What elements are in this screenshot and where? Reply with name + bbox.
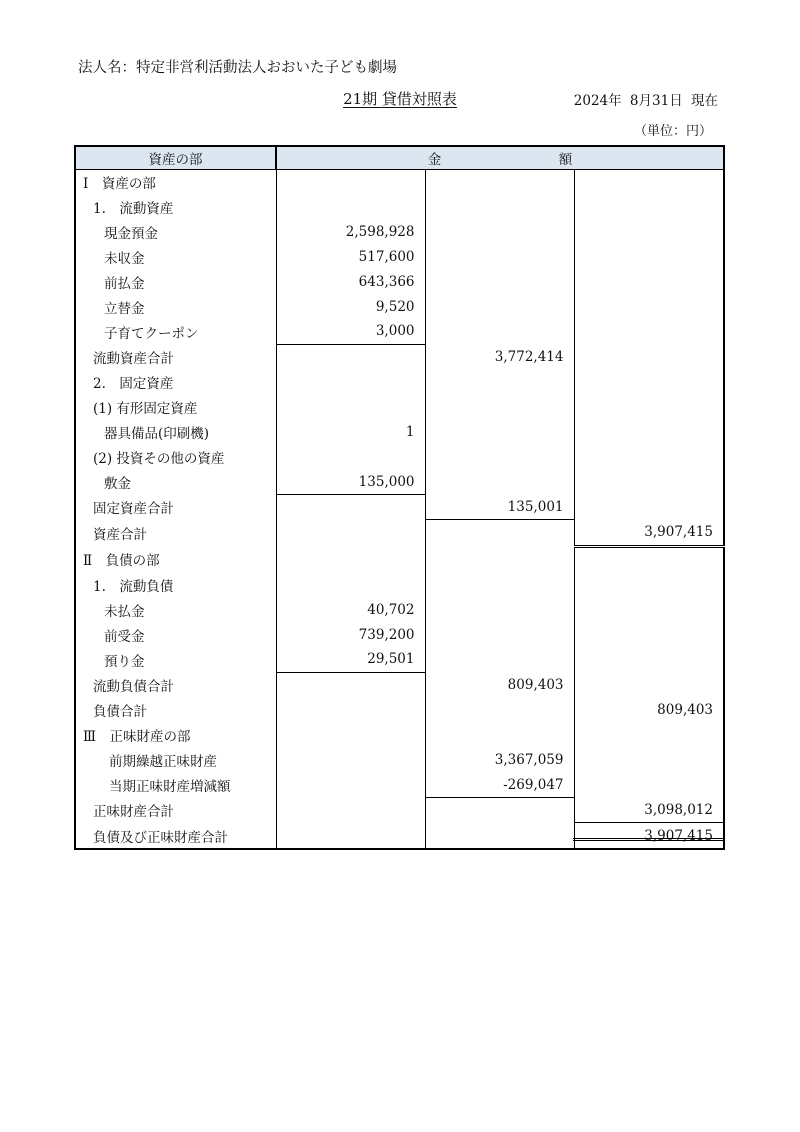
row-label: Ⅰ 資産の部 [75,170,276,195]
amount-detail [276,195,425,220]
table-row [75,546,724,572]
table-row [75,294,724,319]
table-row [75,395,724,420]
table-row [75,245,724,270]
amount-subtotal [425,294,574,319]
amount-detail [276,723,425,748]
row-label: 敷金 [75,469,276,494]
table-row [75,698,724,723]
amount-subtotal [425,245,574,270]
row-label: 前払金 [75,269,276,294]
amount-total [574,469,724,494]
amount-detail [276,170,425,195]
row-label: 流動資産合計 [75,344,276,369]
row-label: 2. 固定資産 [75,370,276,395]
table-row [75,772,724,797]
amount-subtotal: 3,772,414 [425,344,574,369]
amount-total: 809,403 [574,698,724,723]
amount-total [574,444,724,469]
amount-subtotal [425,823,574,849]
amount-detail [276,494,425,519]
amount-total [574,344,724,369]
asset-section-header: 資産の部 [75,146,276,170]
table-row [75,573,724,598]
row-label: 資産合計 [75,520,276,546]
amount-detail [276,344,425,369]
amount-detail: 517,600 [276,245,425,270]
row-label: 1. 流動資産 [75,195,276,220]
amount-detail [276,672,425,697]
amount-subtotal [425,395,574,420]
amount-subtotal: -269,047 [425,772,574,797]
row-label: 未収金 [75,245,276,270]
table-row [75,823,724,849]
amount-detail [276,823,425,849]
amount-detail [276,747,425,772]
amount-total [574,747,724,772]
row-label: 負債合計 [75,698,276,723]
row-label: 流動負債合計 [75,672,276,697]
amount-detail [276,395,425,420]
row-label: Ⅱ 負債の部 [75,546,276,572]
amount-detail: 135,000 [276,469,425,494]
amount-detail [276,370,425,395]
row-label: 固定資産合計 [75,494,276,519]
corporation-name: 法人名：特定非営利活動法人おおいた子ども劇場 [78,60,397,76]
row-label: 現金預金 [75,220,276,245]
table-row [75,370,724,395]
amount-detail: 40,702 [276,597,425,622]
unit-label: （単位：円） [633,124,712,139]
amount-detail [276,444,425,469]
table-row [75,597,724,622]
row-label: (2) 投資その他の資産 [75,444,276,469]
grand-total-double-rule [573,838,723,841]
amount-subtotal [425,319,574,344]
amount-total [574,597,724,622]
table-row [75,444,724,469]
amount-total: 3,907,415 [574,823,724,849]
amount-detail [276,573,425,598]
amount-header: 金 額 [276,146,724,170]
amount-total [574,195,724,220]
amount-subtotal [425,798,574,823]
amount-total [574,546,724,572]
table-row [75,672,724,697]
row-label: 預り金 [75,647,276,672]
table-header-row [75,146,724,170]
amount-subtotal [425,520,574,546]
amount-detail: 643,366 [276,269,425,294]
table-row [75,494,724,519]
amount-subtotal [425,723,574,748]
amount-total [574,723,724,748]
table-row [75,220,724,245]
table-row [75,195,724,220]
row-label: 前受金 [75,622,276,647]
amount-total [574,294,724,319]
amount-detail [276,698,425,723]
amount-total [574,419,724,444]
table-row [75,647,724,672]
title-text: 21期 貸借対照表 [343,90,457,108]
amount-detail [276,772,425,797]
amount-detail: 3,000 [276,319,425,344]
amount-subtotal [425,195,574,220]
amount-subtotal: 3,367,059 [425,747,574,772]
amount-subtotal [425,419,574,444]
table-row [75,622,724,647]
amount-total [574,269,724,294]
amount-total [574,772,724,797]
amount-subtotal: 809,403 [425,672,574,697]
amount-detail: 2,598,928 [276,220,425,245]
row-label: 器具備品(印刷機) [75,419,276,444]
amount-total [574,370,724,395]
amount-subtotal: 135,001 [425,494,574,519]
amount-total: 3,098,012 [574,798,724,823]
table-row [75,798,724,823]
table-row [75,469,724,494]
table-row [75,723,724,748]
amount-total [574,395,724,420]
amount-total [574,672,724,697]
amount-detail: 29,501 [276,647,425,672]
amount-detail: 1 [276,419,425,444]
amount-subtotal [425,170,574,195]
row-label: Ⅲ 正味財産の部 [75,723,276,748]
amount-subtotal [425,469,574,494]
row-label: 負債及び正味財産合計 [75,823,276,849]
amount-total: 3,907,415 [574,520,724,546]
amount-detail: 739,200 [276,622,425,647]
row-label: 正味財産合計 [75,798,276,823]
amount-total [574,622,724,647]
amount-total [574,494,724,519]
amount-subtotal [425,444,574,469]
amount-total [574,319,724,344]
amount-detail [276,798,425,823]
amount-total [574,245,724,270]
amount-subtotal [425,370,574,395]
amount-subtotal [425,597,574,622]
row-label: 立替金 [75,294,276,319]
amount-total [574,220,724,245]
table-row [75,747,724,772]
row-label: 未払金 [75,597,276,622]
amount-total [574,573,724,598]
as-of-date: 2024年 8月31日 現在 [573,93,718,109]
amount-subtotal [425,220,574,245]
table-row [75,520,724,546]
amount-subtotal [425,573,574,598]
amount-detail [276,546,425,572]
row-label: 子育てクーポン [75,319,276,344]
row-label: (1) 有形固定資産 [75,395,276,420]
row-label: 当期正味財産増減額 [75,772,276,797]
row-label: 1. 流動負債 [75,573,276,598]
table-row [75,319,724,344]
table-row [75,269,724,294]
table-row [75,344,724,369]
amount-subtotal [425,622,574,647]
amount-subtotal [425,269,574,294]
amount-subtotal [425,647,574,672]
balance-sheet-table [74,145,725,850]
amount-total [574,647,724,672]
amount-subtotal [425,698,574,723]
amount-subtotal [425,546,574,572]
row-label: 前期繰越正味財産 [75,747,276,772]
amount-detail: 9,520 [276,294,425,319]
table-row [75,170,724,195]
amount-detail [276,520,425,546]
amount-total [574,170,724,195]
table-row [75,419,724,444]
